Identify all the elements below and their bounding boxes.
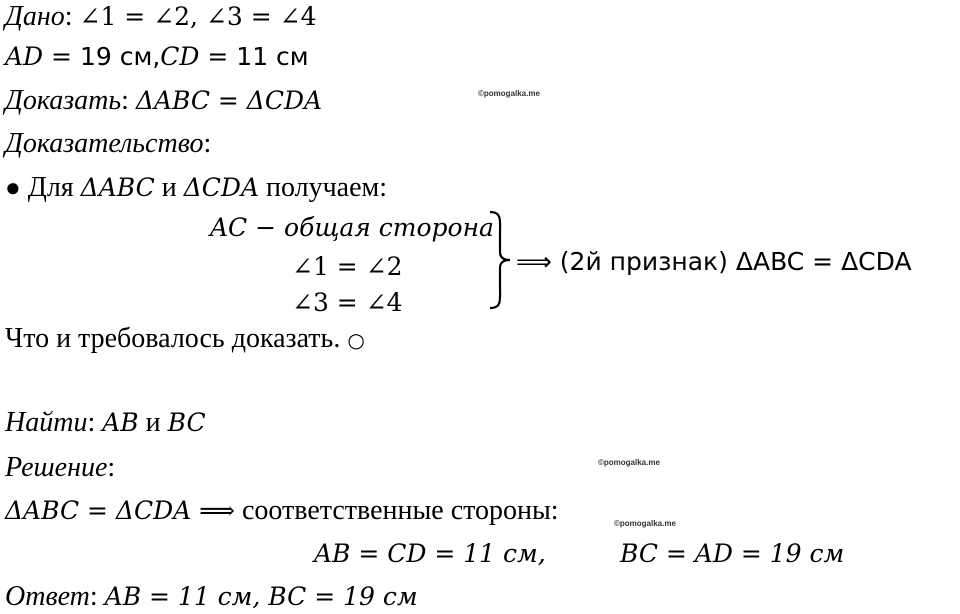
find-ab: AB [102, 408, 139, 437]
solution-text: соответственные стороны: [234, 495, 559, 526]
proof-heading [5, 127, 211, 161]
solution-label: Решение [5, 452, 108, 483]
prove-sep: : [121, 85, 136, 116]
eq-ab-cd: AB = CD = 11 см, [314, 539, 546, 568]
prove-line [5, 84, 322, 118]
segment-ad: AD [5, 42, 44, 71]
proof-intro-end: получаем: [259, 172, 388, 203]
segment-cd: CD [160, 42, 200, 71]
fact-3: ∠3 = ∠4 [292, 288, 403, 317]
fact-1: AC − общая сторона [210, 213, 494, 242]
proof-intro-and: и [154, 172, 184, 203]
given-label: Дано [5, 1, 65, 32]
fact-2: ∠1 = ∠2 [292, 252, 403, 281]
equals-sign: = [199, 42, 237, 71]
solution-math: ΔABC = ΔCDA ⟹ [5, 496, 235, 525]
fact-common-side [210, 211, 494, 245]
given-line [5, 0, 317, 34]
find-line [5, 406, 206, 440]
solution-line [5, 494, 559, 528]
watermark: ©pomogalka.me [598, 458, 660, 467]
given-angles: ∠1 = ∠2, ∠3 = ∠4 [79, 2, 317, 31]
find-label: Найти [5, 407, 88, 438]
length-cd-value: 11 см [236, 42, 309, 71]
proof-sep: : [203, 128, 212, 159]
fact-angles-2 [292, 286, 403, 320]
fact-angles-1 [292, 250, 403, 284]
watermark: ©pomogalka.me [614, 519, 676, 528]
qed-line [5, 322, 365, 357]
proof-label: Доказательство [5, 128, 204, 159]
prove-statement: ΔABC = ΔCDA [135, 86, 323, 115]
eq-bc-ad: BC = AD = 19 см [620, 539, 845, 568]
given-sep: : [64, 1, 73, 32]
solution-heading [5, 451, 115, 485]
solution-eq-1 [314, 537, 546, 571]
watermark: ©pomogalka.me [478, 89, 540, 98]
qed-text: Что и требовалось доказать. [5, 323, 341, 354]
answer-line [5, 580, 418, 614]
prove-label: Доказать [5, 85, 122, 116]
proof-intro [5, 171, 387, 205]
triangle-cda: ΔCDA [183, 173, 260, 202]
answer-value: AB = 11 см, BC = 19 см [104, 582, 418, 611]
solution-sep: : [107, 452, 116, 483]
answer-label: Ответ [5, 581, 90, 612]
length-ad-value: 19 см, [79, 42, 161, 71]
bullet-icon: ● [5, 173, 21, 202]
solution-eq-2 [620, 537, 844, 571]
answer-sep: : [89, 581, 105, 612]
right-brace-icon [488, 210, 512, 310]
find-and: и [138, 407, 168, 438]
qed-circle-icon: ○ [347, 328, 365, 352]
triangle-abc: ΔABC [80, 173, 155, 202]
find-sep: : [87, 407, 103, 438]
find-bc: BC [167, 408, 206, 437]
conclusion-text: ⟹ (2й признак) ΔABC = ΔCDA [516, 247, 912, 276]
given-lengths [5, 40, 309, 74]
proof-intro-text: Для [20, 172, 81, 203]
proof-conclusion [516, 245, 912, 279]
equals-sign: = [43, 42, 80, 71]
